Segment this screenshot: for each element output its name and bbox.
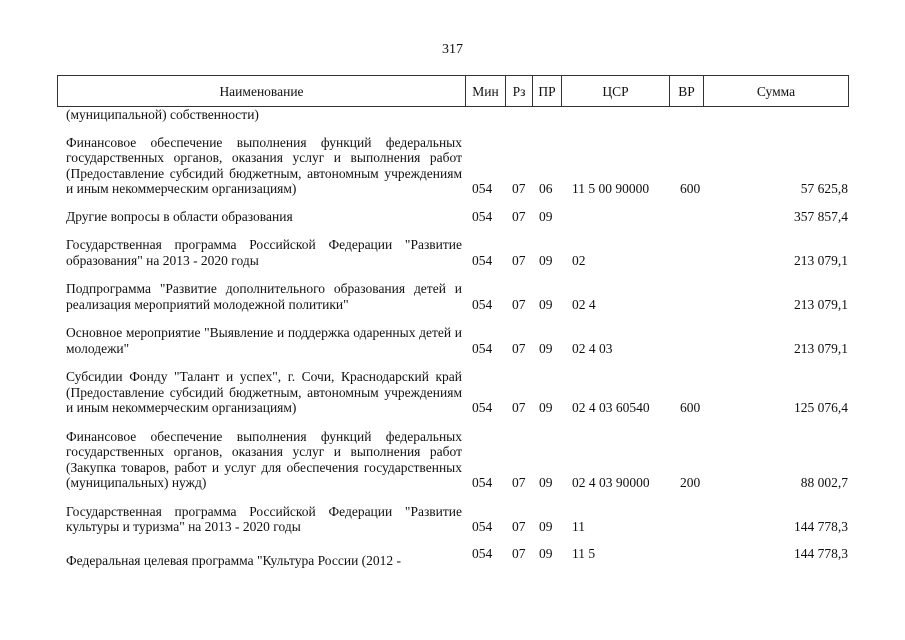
row-pr: 09: [539, 340, 553, 356]
table-row: [0, 107, 905, 123]
row-rz: 07: [512, 181, 526, 196]
row-pr: 09: [539, 208, 553, 224]
header-min: Мин: [466, 76, 506, 106]
row-csr: 11 5: [572, 545, 596, 561]
table-row: [0, 429, 905, 491]
row-vr: 600: [680, 181, 701, 196]
row-vr: 200: [680, 475, 701, 490]
table-row: [0, 209, 905, 225]
row-pr: 09: [539, 545, 553, 561]
row-min: 054: [472, 252, 493, 268]
row-rz: 07: [512, 400, 526, 415]
row-csr: 02 4 03 90000: [572, 475, 650, 490]
row-min: 054: [472, 340, 493, 356]
header-rz: Рз: [506, 76, 533, 106]
row-name: Основное мероприятие "Выявление и поддержка одаренных детей и молодежи": [66, 325, 462, 356]
row-min: 054: [472, 296, 493, 312]
row-name: Федеральная целевая программа "Культура России (2012 -: [66, 552, 402, 568]
row-sum: 213 079,1: [794, 252, 848, 268]
header-csr: ЦСР: [562, 76, 670, 106]
row-sum: 88 002,7: [800, 475, 848, 490]
row-sum: 144 778,3: [794, 545, 848, 561]
table-row: [0, 237, 905, 268]
row-pr: 09: [539, 400, 553, 415]
table-row: [0, 135, 905, 197]
row-name: Государственная программа Российской Федерации "Развитие образования" на 2013 - 2020 годы: [66, 237, 462, 268]
row-vr: 600: [680, 400, 701, 415]
row-name: Подпрограмма "Развитие дополнительного образования детей и реализация мероприятий молодежной политики": [66, 281, 462, 312]
table-header: [57, 75, 849, 107]
row-pr: 09: [539, 296, 553, 312]
row-min: 054: [472, 181, 493, 196]
table-row: [0, 369, 905, 416]
row-min: 054: [472, 519, 493, 534]
row-pr: 09: [539, 519, 553, 534]
row-min: 054: [472, 208, 493, 224]
row-pr: 06: [539, 181, 553, 196]
row-rz: 07: [512, 208, 526, 224]
row-name: Финансовое обеспечение выполнения функций федеральных государственных органов, оказания услуг и выполнения работ (Закупка товаров, работ и услуг для обеспечения государственных (муниципальных) нужд): [66, 428, 462, 490]
row-csr: 02: [572, 252, 586, 268]
row-name: (муниципальной) собственности): [66, 107, 259, 122]
table-row: [0, 325, 905, 356]
page-number: 317: [442, 42, 463, 57]
row-min: 054: [472, 475, 493, 490]
row-pr: 09: [539, 252, 553, 268]
table-row: [0, 281, 905, 312]
table-row: [0, 504, 905, 535]
row-csr: 02 4 03 60540: [572, 400, 650, 415]
row-name: Субсидии Фонду "Талант и успех", г. Сочи, Краснодарский край (Предоставление субсидий бюджетным, автономным учреждениям и иным некоммерческим организациям): [66, 369, 462, 415]
row-rz: 07: [512, 252, 526, 268]
row-csr: 02 4: [572, 296, 596, 312]
row-csr: 11: [572, 519, 585, 534]
row-name: Другие вопросы в области образования: [66, 208, 293, 224]
row-sum: 144 778,3: [794, 519, 848, 534]
header-sum: Сумма: [756, 84, 796, 99]
row-rz: 07: [512, 296, 526, 312]
row-csr: 02 4 03: [572, 340, 613, 356]
table-body: [0, 107, 905, 568]
row-min: 054: [472, 545, 493, 561]
row-name: Государственная программа Российской Федерации "Развитие культуры и туризма" на 2013 - 2020 годы: [66, 503, 462, 534]
header-pr: ПР: [533, 76, 562, 106]
row-rz: 07: [512, 519, 526, 534]
header-vr: ВР: [670, 76, 704, 106]
row-rz: 07: [512, 475, 526, 490]
row-rz: 07: [512, 340, 526, 356]
row-sum: 213 079,1: [794, 340, 848, 356]
row-sum: 57 625,8: [800, 181, 848, 196]
table-row: [0, 546, 905, 569]
row-sum: 357 857,4: [794, 208, 848, 224]
row-csr: 11 5 00 90000: [572, 181, 650, 196]
header-name: Наименование: [58, 76, 466, 106]
row-pr: 09: [539, 475, 553, 490]
row-sum: 213 079,1: [794, 296, 848, 312]
row-sum: 125 076,4: [794, 400, 848, 415]
row-min: 054: [472, 400, 493, 415]
row-name: Финансовое обеспечение выполнения функций федеральных государственных органов, оказания услуг и выполнения работ (Предоставление субсидий бюджетным, автономным учреждениям и иным некоммерческим организациям): [66, 134, 462, 196]
row-rz: 07: [512, 545, 526, 561]
